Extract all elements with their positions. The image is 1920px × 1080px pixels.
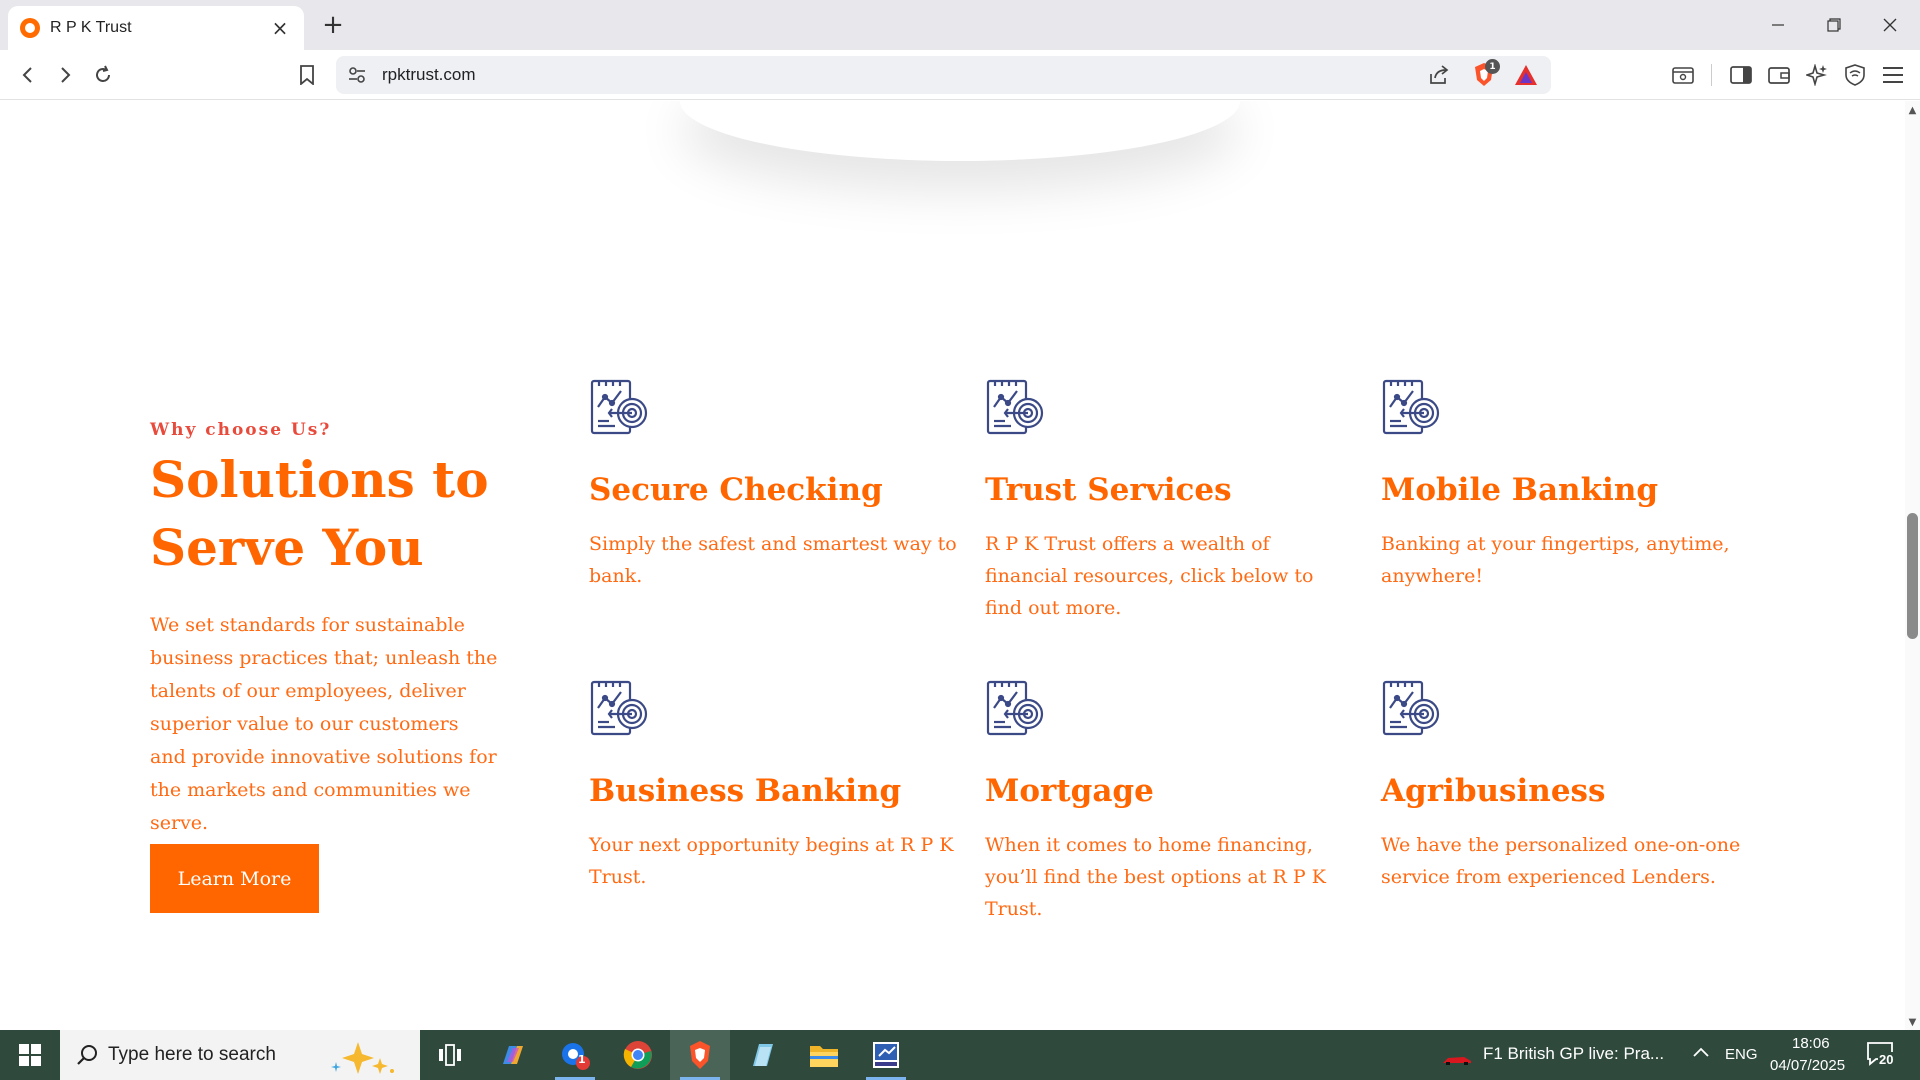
close-tab-icon[interactable]: × [271, 16, 289, 40]
service-card-secure-checking [589, 377, 959, 592]
news-widget-text[interactable]: F1 British GP live: Pra... [1483, 1044, 1665, 1063]
service-description: When it comes to home financing, you’ll find the best options at R P K Trust. [985, 834, 1326, 920]
restore-button[interactable] [1814, 8, 1854, 42]
financial-target-icon [985, 377, 1045, 437]
new-tab-button[interactable]: + [322, 10, 344, 40]
toolbar-divider [1711, 64, 1712, 86]
mail-badge: 1 [578, 1053, 586, 1066]
card-shadow-decoration [680, 101, 1240, 161]
site-settings-icon[interactable] [348, 66, 366, 88]
vertical-scrollbar[interactable] [1905, 101, 1920, 1030]
learn-more-button[interactable]: Learn More [150, 844, 319, 913]
service-card-agribusiness [1381, 678, 1751, 893]
mail-app-icon [559, 1039, 591, 1071]
search-placeholder: Type here to search [108, 1044, 276, 1065]
file-explorer-icon [809, 1042, 839, 1068]
vpn-button[interactable] [1840, 60, 1870, 90]
minimize-button[interactable] [1758, 8, 1798, 42]
service-title: Secure Checking [589, 472, 883, 508]
taskbar-app-brave[interactable] [670, 1030, 730, 1080]
service-description: Banking at your fingertips, anytime, anywhere! [1381, 533, 1730, 587]
financial-target-icon [985, 678, 1045, 738]
remote-desktop-icon [871, 1040, 901, 1070]
taskbar-app-remote[interactable] [856, 1030, 916, 1080]
taskbar-app-mail[interactable] [545, 1030, 605, 1080]
taskbar-search[interactable] [60, 1030, 420, 1080]
service-description: We have the personalized one-on-one service from experienced Lenders. [1381, 834, 1741, 888]
sidebar-button[interactable] [1726, 60, 1756, 90]
tab-title: R P K Trust [50, 19, 132, 36]
task-view-button[interactable] [420, 1030, 480, 1080]
search-icon [76, 1044, 98, 1066]
ai-sparkle-icon [1806, 64, 1828, 86]
f1-car-icon [1442, 1050, 1472, 1060]
copilot-icon [497, 1040, 527, 1070]
clock-time[interactable]: 18:06 [1792, 1035, 1830, 1052]
close-icon [1883, 18, 1897, 32]
service-card-business-banking [589, 678, 959, 893]
reload-icon [93, 65, 113, 85]
reload-button[interactable] [88, 60, 118, 90]
scroll-up-arrow-icon[interactable]: ▲ [1908, 105, 1917, 116]
notification-center-button[interactable] [1866, 1040, 1900, 1070]
taskbar-app-file-explorer[interactable] [794, 1030, 854, 1080]
forward-arrow-icon [56, 66, 74, 84]
task-view-icon [438, 1044, 462, 1066]
minimize-icon [1771, 18, 1785, 32]
wallet-icon [1768, 65, 1790, 85]
hamburger-menu-icon [1882, 66, 1904, 84]
notepad-icon [747, 1040, 777, 1070]
financial-target-icon [1381, 678, 1441, 738]
main-menu-button[interactable] [1878, 60, 1908, 90]
reading-mode-button[interactable] [1668, 60, 1698, 90]
service-description: Your next opportunity begins at R P K Trust. [589, 834, 954, 888]
leo-ai-button[interactable] [1802, 60, 1832, 90]
windows-taskbar [0, 1030, 1920, 1080]
address-bar[interactable] [336, 56, 1551, 94]
notification-count: 20 [1879, 1052, 1894, 1067]
scroll-down-arrow-icon[interactable]: ▼ [1908, 1017, 1917, 1028]
back-arrow-icon [19, 66, 37, 84]
language-indicator[interactable]: ENG [1725, 1046, 1758, 1063]
windows-logo-icon [19, 1044, 41, 1066]
vpn-shield-icon [1845, 64, 1865, 86]
taskbar-app-chrome[interactable] [608, 1030, 668, 1080]
taskbar-app-copilot[interactable] [482, 1030, 542, 1080]
section-eyebrow: Why choose Us? [150, 420, 332, 440]
service-card-trust-services [985, 377, 1355, 624]
forward-button[interactable] [50, 60, 80, 90]
financial-target-icon [589, 678, 649, 738]
service-title: Business Banking [589, 773, 902, 809]
clock-date[interactable]: 04/07/2025 [1770, 1057, 1846, 1074]
brave-shields-icon[interactable] [1470, 61, 1498, 93]
restore-icon [1827, 18, 1841, 32]
browser-tab[interactable] [8, 6, 304, 50]
reading-mode-icon [1672, 65, 1694, 85]
share-icon[interactable] [1428, 64, 1450, 90]
back-button[interactable] [13, 60, 43, 90]
financial-target-icon [1381, 377, 1441, 437]
browser-toolbar [0, 50, 1920, 100]
service-title: Mortgage [985, 773, 1154, 809]
brave-browser-icon [686, 1040, 714, 1070]
brave-rewards-icon[interactable] [1514, 64, 1538, 90]
chrome-icon [623, 1040, 653, 1070]
start-button[interactable] [0, 1030, 60, 1080]
sidebar-icon [1730, 65, 1752, 85]
section-headline: Solutions to Serve You [150, 450, 489, 577]
page-viewport [0, 101, 1905, 1030]
service-card-mobile-banking [1381, 377, 1751, 592]
wallet-button[interactable] [1764, 60, 1794, 90]
show-hidden-icons-chevron-icon[interactable] [1692, 1044, 1710, 1066]
section-intro: We set standards for sustainable business practices that; unleash the talents of our employees, deliver superior value to our customers and provide innovative solutions for the markets and communities we serve. [150, 614, 498, 834]
service-title: Agribusiness [1381, 773, 1606, 809]
service-description: Simply the safest and smartest way to bank. [589, 533, 957, 587]
service-title: Mobile Banking [1381, 472, 1659, 508]
tab-strip [0, 0, 1920, 50]
taskbar-app-notes[interactable] [732, 1030, 792, 1080]
site-favicon-icon [20, 18, 40, 38]
financial-target-icon [589, 377, 649, 437]
service-card-mortgage [985, 678, 1355, 925]
scrollbar-thumb[interactable] [1907, 513, 1918, 639]
shields-badge: 1 [1485, 59, 1500, 74]
bookmark-icon [299, 65, 315, 85]
service-description: R P K Trust offers a wealth of financial resources, click below to find out more. [985, 533, 1314, 619]
url-text[interactable]: rpktrust.com [382, 65, 476, 84]
copilot-sparkle-icon [328, 1038, 398, 1074]
service-title: Trust Services [985, 472, 1232, 508]
close-window-button[interactable] [1870, 8, 1910, 42]
bookmark-button[interactable] [292, 60, 322, 90]
